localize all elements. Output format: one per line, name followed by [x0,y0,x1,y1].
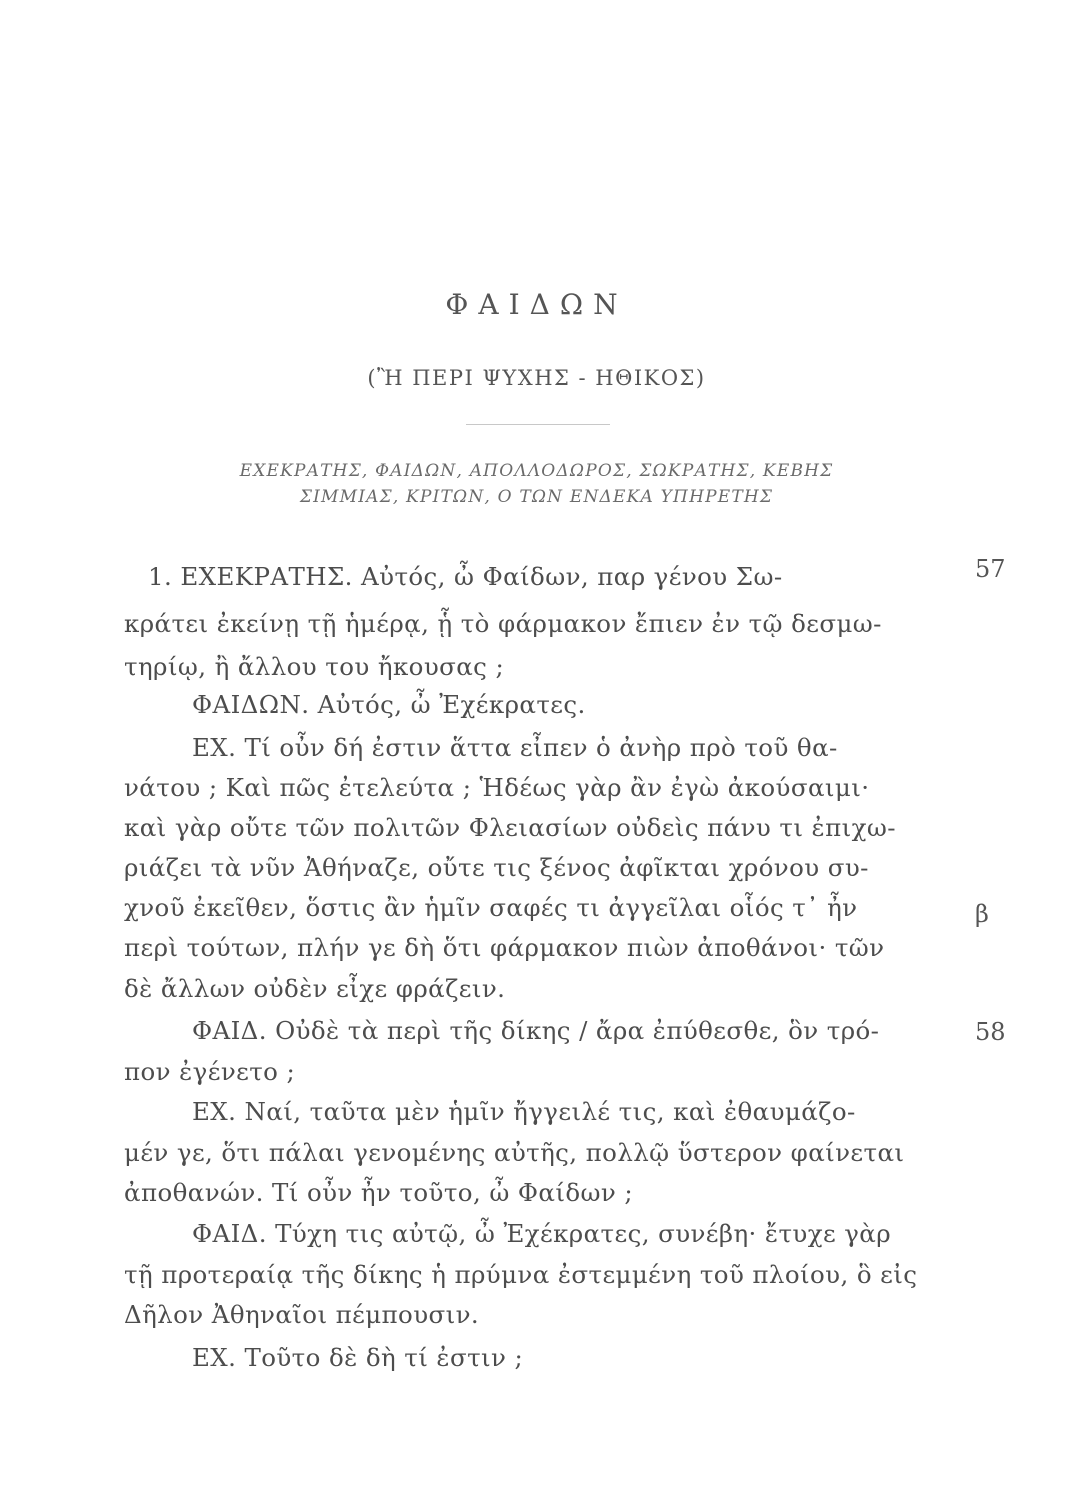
dramatis-personae [0,458,1073,510]
text-line: ΕΧ. Τί οὖν δή ἐστιν ἅττα εἶπεν ὁ ἀνὴρ πρὸ τοῦ θα- [192,733,838,762]
margin-ref: 58 [975,1018,1006,1046]
text-line: κράτει ἐκείνῃ τῇ ἡμέρᾳ, ᾗ τὸ φάρμακον ἔπιεν ἐν τῷ δεσμω- [124,609,882,638]
text-line: χνοῦ ἐκεῖθεν, ὅστις ἂν ἡμῖν σαφές τι ἀγγεῖλαι οἷός τ᾽ ἦν [124,893,858,922]
text-line: περὶ τούτων, πλήν γε δὴ ὅτι φάρμακον πιὼν ἀποθάνοι· τῶν [124,933,885,962]
page-subtitle: (Ἢ ΠΕΡΙ ΨΥΧΗΣ - ΗΘΙΚΟΣ) [367,366,706,390]
text-line: ΦΑΙΔ. Τύχη τις αὐτῷ, ὦ Ἐχέκρατες, συνέβη· ἔτυχε γὰρ [192,1219,892,1248]
persons-line: ΕΧΕΚΡΑΤΗΣ, ΦΑΙΔΩΝ, ΑΠΟΛΛΟΔΩΡΟΣ, ΣΩΚΡΑΤΗΣ, ΚΕΒΗΣ [239,461,834,481]
text-line: πον ἐγένετο ; [124,1057,296,1086]
text-line: τηρίῳ, ἢ ἄλλου του ἤκουσας ; [124,652,505,681]
text-line: ἀποθανών. Τί οὖν ἦν τοῦτο, ὦ Φαίδων ; [124,1178,633,1207]
text-line: νάτου ; Καὶ πῶς ἐτελεύτα ; Ἡδέως γὰρ ἂν ἐγὼ ἀκούσαιμι· [124,773,870,802]
page-title: ΦΑΙΔΩΝ [445,288,628,321]
title-divider [466,424,610,425]
text-line: τῇ προτεραίᾳ τῆς δίκης ἡ πρύμνα ἐστεμμένη τοῦ πλοίου, ὃ εἰς [124,1260,918,1289]
text-line: καὶ γὰρ οὔτε τῶν πολιτῶν Φλειασίων οὐδεὶς πάνυ τι ἐπιχω- [124,813,896,842]
text-line: μέν γε, ὅτι πάλαι γενομένης αὐτῆς, πολλῷ ὕστερον φαίνεται [124,1138,905,1167]
text-line: ΦΑΙΔΩΝ. Αὐτός, ὦ Ἐχέκρατες. [192,690,586,719]
text-line: ΕΧ. Ναί, ταῦτα μὲν ἡμῖν ἤγγειλέ τις, καὶ ἐθαυμάζο- [192,1097,856,1126]
margin-ref: 57 [975,555,1006,583]
text-line: δὲ ἄλλων οὐδὲν εἶχε φράζειν. [124,974,506,1003]
text-line: ΦΑΙΔ. Οὐδὲ τὰ περὶ τῆς δίκης / ἄρα ἐπύθεσθε, ὃν τρό- [192,1016,880,1045]
text-line: 1. ΕΧΕΚΡΑΤΗΣ. Αὐτός, ὦ Φαίδων, παρ γένου Σω- [148,562,783,591]
text-line: Δῆλον Ἀθηναῖοι πέμπουσιν. [124,1300,480,1329]
text-line: ΕΧ. Τοῦτο δὲ δὴ τί ἐστιν ; [192,1343,524,1372]
persons-line: ΣΙΜΜΙΑΣ, ΚΡΙΤΩΝ, Ο ΤΩΝ ΕΝΔΕΚΑ ΥΠΗΡΕΤΗΣ [299,487,774,507]
text-line: ριάζει τὰ νῦν Ἀθήναζε, οὔτε τις ξένος ἀφῖκται χρόνου συ- [124,853,869,882]
margin-ref: β [975,900,989,928]
